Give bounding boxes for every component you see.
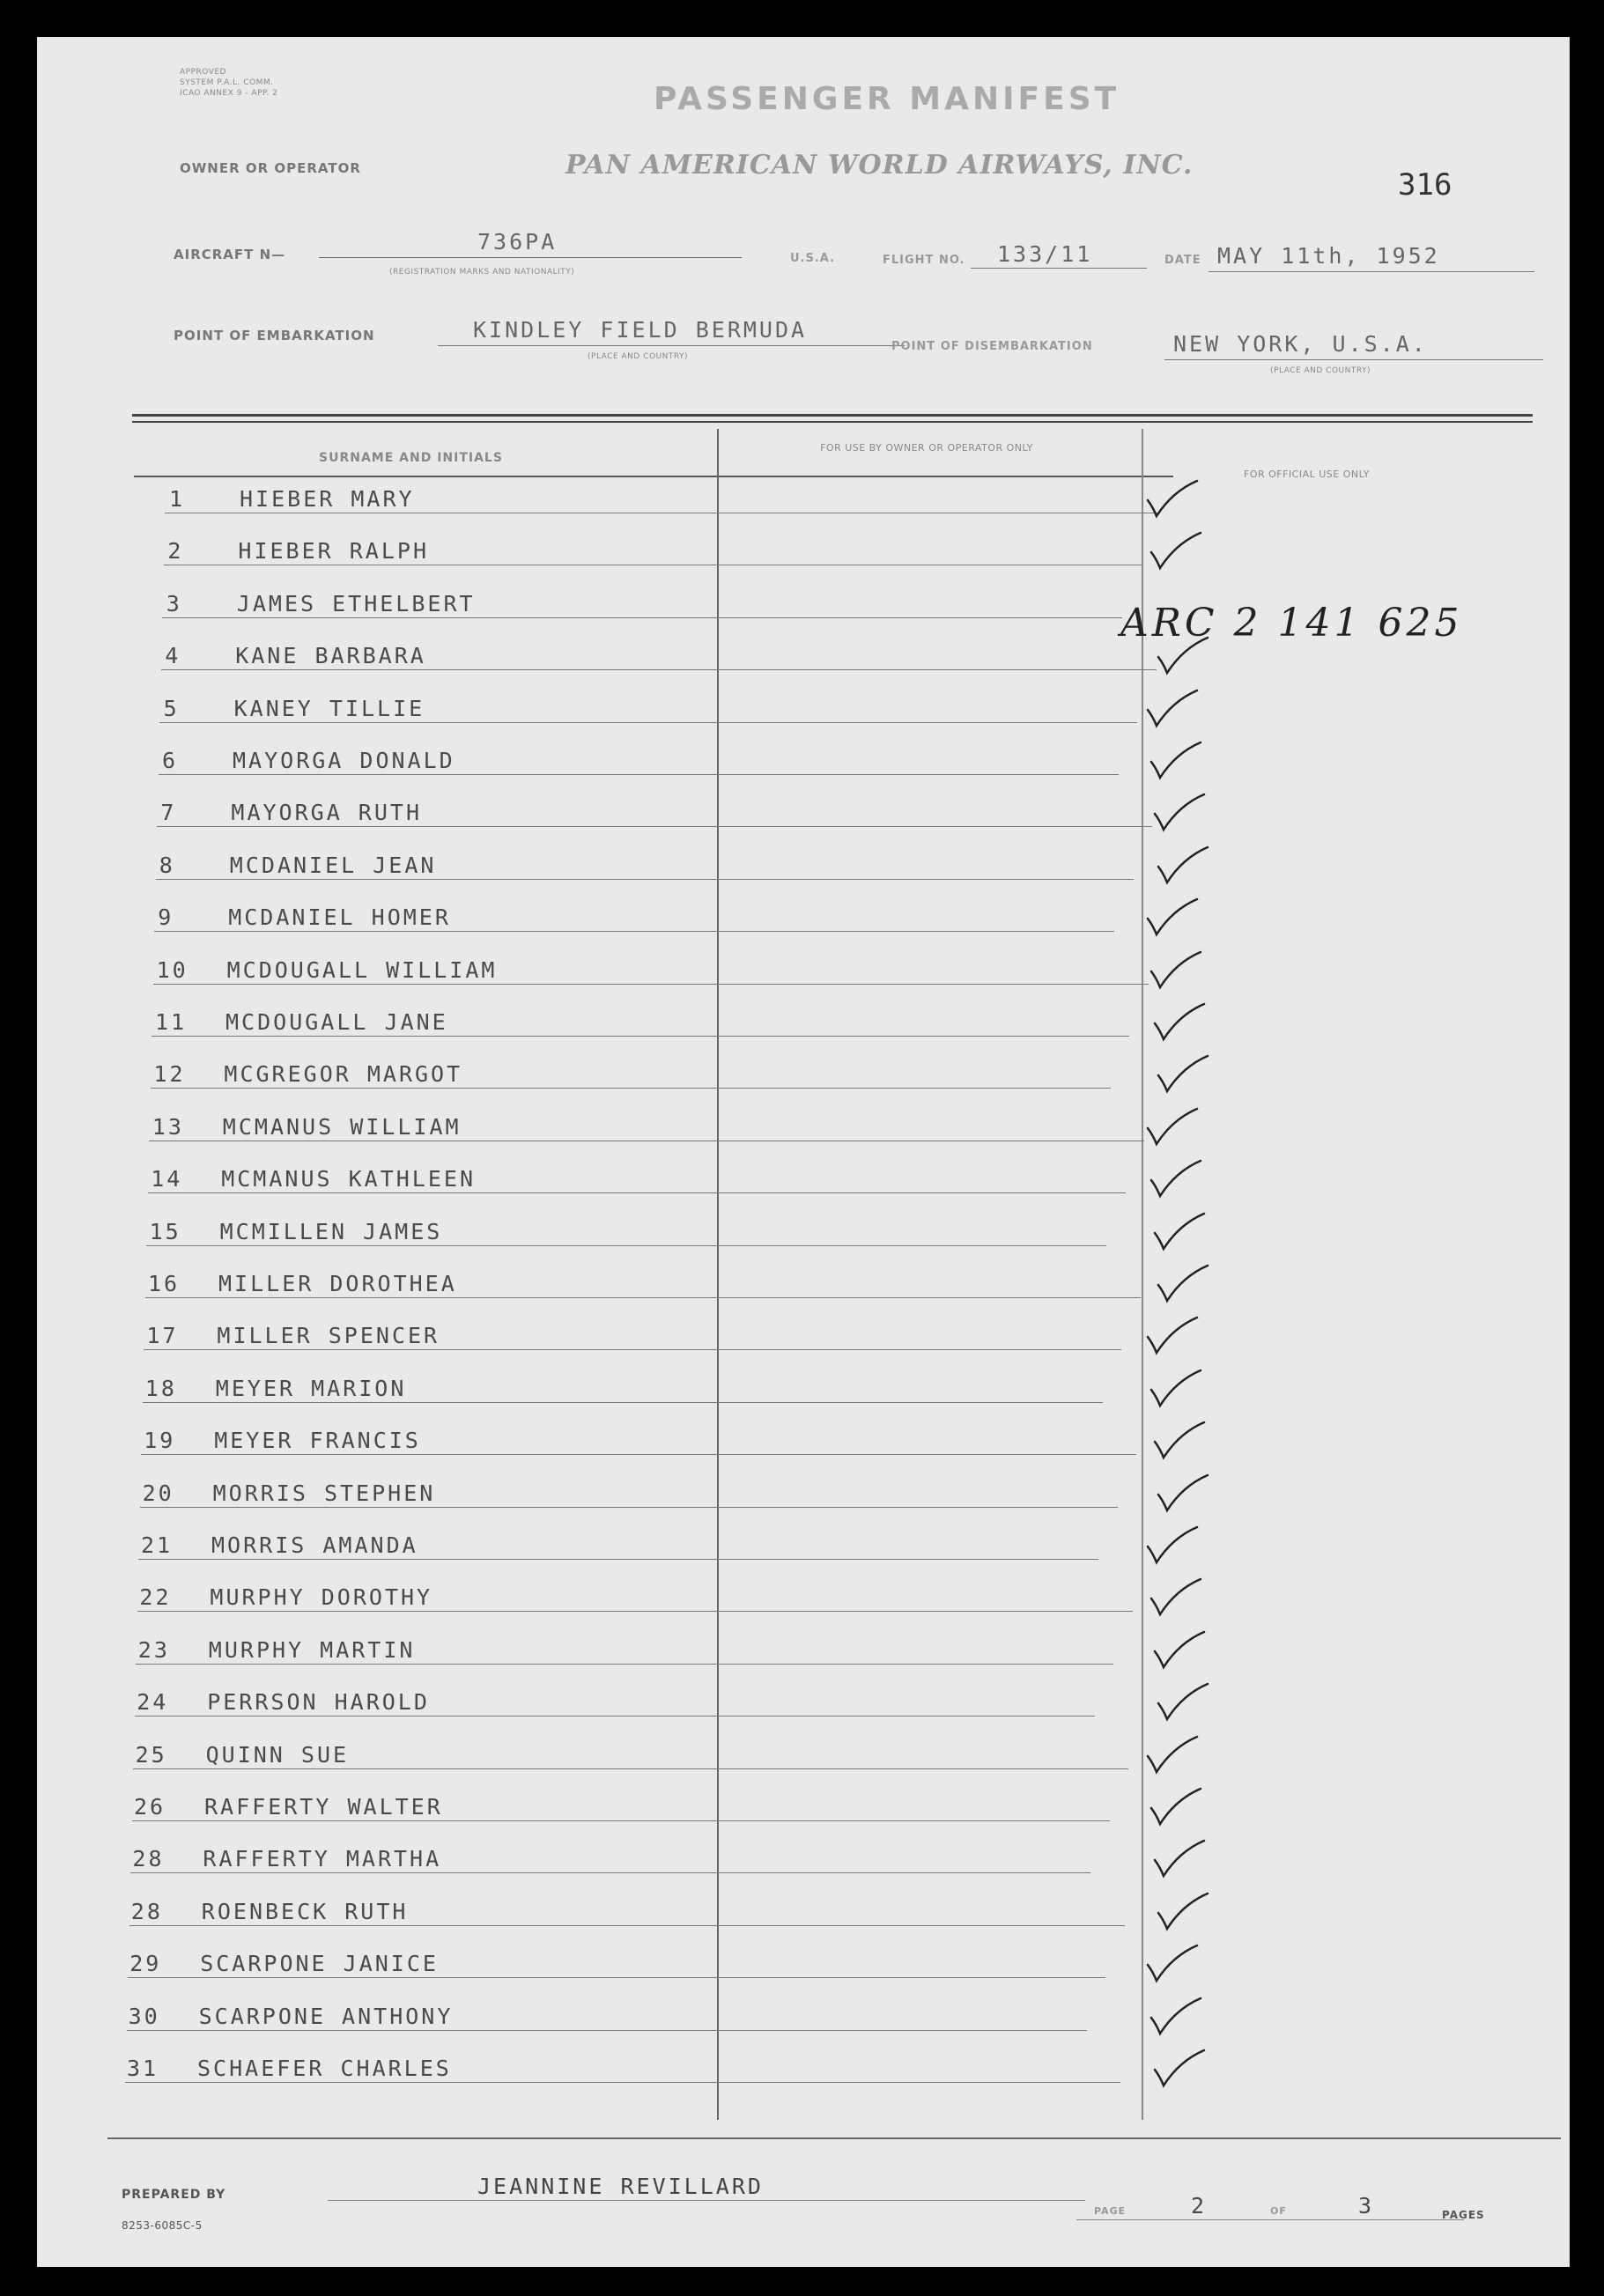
passenger-number: 24	[137, 1689, 169, 1715]
row-rule	[146, 1245, 1106, 1246]
row-rule	[141, 1454, 1136, 1455]
row-rule	[136, 1664, 1113, 1665]
passenger-row	[37, 1947, 1534, 1982]
form-code: 8253-6085C-5	[122, 2219, 203, 2232]
passenger-row	[37, 954, 1534, 989]
manifest-page	[37, 37, 1570, 2267]
row-rule	[129, 1925, 1125, 1926]
row-rule	[152, 1036, 1129, 1037]
passenger-number: 14	[151, 1166, 183, 1192]
row-rule	[128, 1977, 1105, 1978]
of-label: OF	[1270, 2205, 1287, 2217]
checkmark-icon	[1146, 949, 1208, 993]
owner-value: PAN AMERICAN WORLD AIRWAYS, INC.	[565, 150, 1194, 181]
pages-label: PAGES	[1442, 2209, 1485, 2221]
passenger-number: 6	[162, 748, 179, 773]
passenger-row	[37, 1739, 1534, 1774]
place-caption: (PLACE AND COUNTRY)	[588, 352, 689, 361]
passenger-name: MCDOUGALL JANE	[225, 1009, 448, 1035]
row-rule	[145, 1297, 1141, 1298]
passenger-name: MORRIS STEPHEN	[212, 1480, 436, 1506]
passenger-row	[37, 1215, 1534, 1251]
embark-value: KINDLEY FIELD BERMUDA	[473, 317, 808, 343]
place-caption-2: (PLACE AND COUNTRY)	[1270, 366, 1371, 375]
passenger-name: MCMANUS WILLIAM	[222, 1114, 462, 1140]
approval-line: SYSTEM P.A.L. COMM.	[180, 78, 274, 87]
row-rule	[138, 1559, 1098, 1560]
passenger-row	[37, 1319, 1534, 1355]
checkmark-icon	[1146, 739, 1208, 783]
passenger-row	[37, 849, 1534, 884]
column-header-official: FOR OFFICIAL USE ONLY	[1244, 469, 1371, 480]
passenger-row	[37, 1058, 1534, 1093]
passenger-row	[37, 1111, 1534, 1146]
passenger-name: MCGREGOR MARGOT	[224, 1061, 463, 1087]
approval-stamp	[180, 67, 277, 99]
passenger-name: KANEY TILLIE	[233, 696, 425, 721]
passenger-name: MURPHY MARTIN	[208, 1637, 416, 1663]
passenger-row	[37, 1424, 1534, 1459]
passenger-name: RAFFERTY MARTHA	[203, 1846, 442, 1871]
passenger-name: MCDANIEL JEAN	[229, 853, 437, 878]
passenger-row	[37, 1581, 1534, 1616]
passenger-number: 29	[129, 1951, 162, 1976]
prepared-value: JEANNINE REVILLARD	[477, 2174, 764, 2199]
checkmark-icon	[1142, 896, 1204, 940]
of-value: 3	[1358, 2193, 1375, 2218]
passenger-number: 5	[163, 696, 180, 721]
passenger-number: 26	[134, 1794, 166, 1820]
passenger-name: ROENBECK RUTH	[201, 1899, 409, 1924]
passenger-row	[37, 2052, 1534, 2087]
passenger-number: 25	[135, 1742, 167, 1768]
checkmark-icon	[1149, 791, 1211, 835]
passenger-number: 16	[148, 1271, 181, 1296]
disembark-value: NEW YORK, U.S.A.	[1173, 331, 1428, 357]
passenger-number: 23	[137, 1637, 170, 1663]
checkmark-icon	[1142, 687, 1204, 731]
checkmark-icon	[1149, 1000, 1211, 1045]
passenger-row	[37, 1267, 1534, 1303]
checkmark-icon	[1153, 1262, 1215, 1306]
passenger-number: 9	[158, 904, 174, 930]
passenger-row	[37, 483, 1534, 518]
checkmark-icon	[1153, 844, 1215, 888]
passenger-row	[37, 901, 1534, 936]
aircraft-value: 736PA	[477, 229, 558, 255]
prepared-label: PREPARED BY	[122, 2188, 226, 2202]
row-rule	[133, 1768, 1128, 1769]
aircraft-label: AIRCRAFT N—	[174, 247, 286, 262]
checkmark-icon	[1146, 1367, 1208, 1411]
row-rule	[137, 1611, 1133, 1612]
approval-line: APPROVED	[180, 68, 226, 77]
column-header-surname: SURNAME AND INITIALS	[319, 451, 503, 465]
passenger-name: JAMES ETHELBERT	[236, 591, 476, 616]
page-number: 316	[1398, 167, 1452, 203]
checkmark-icon	[1142, 1942, 1204, 1986]
passenger-name: HIEBER RALPH	[238, 538, 430, 564]
row-rule	[143, 1402, 1103, 1403]
passenger-name: MURPHY DOROTHY	[210, 1584, 433, 1610]
passenger-name: MEYER MARION	[215, 1376, 407, 1401]
passenger-number: 13	[152, 1114, 184, 1140]
checkmark-icon	[1153, 1680, 1215, 1724]
passenger-number: 18	[144, 1376, 177, 1401]
checkmark-icon	[1142, 1314, 1204, 1358]
date-value: MAY 11th, 1952	[1217, 243, 1440, 269]
passenger-number: 30	[128, 2004, 160, 2029]
handwritten-annotation: ARC 2 141 625	[1120, 601, 1463, 646]
passenger-name: PERRSON HAROLD	[207, 1689, 430, 1715]
checkmark-icon	[1149, 2047, 1211, 2091]
passenger-row	[37, 1790, 1534, 1826]
passenger-number: 11	[155, 1009, 188, 1035]
row-rule	[159, 774, 1119, 775]
passenger-row	[37, 1477, 1534, 1512]
checkmark-icon	[1146, 1995, 1208, 2039]
checkmark-icon	[1142, 1733, 1204, 1777]
passenger-name: MCMANUS KATHLEEN	[221, 1166, 477, 1192]
column-header-owner: FOR USE BY OWNER OR OPERATOR ONLY	[820, 442, 1033, 454]
checkmark-icon	[1153, 1052, 1215, 1096]
row-rule	[148, 1192, 1126, 1193]
passenger-number: 7	[160, 800, 177, 825]
flight-value: 133/11	[997, 241, 1093, 267]
passenger-row	[37, 1529, 1534, 1564]
passenger-number: 4	[165, 643, 181, 668]
passenger-name: SCARPONE JANICE	[200, 1951, 439, 1976]
page-label: PAGE	[1094, 2205, 1127, 2217]
passenger-number: 3	[166, 591, 182, 616]
passenger-name: SCHAEFER CHARLES	[197, 2056, 452, 2081]
checkmark-icon	[1149, 1837, 1211, 1881]
passenger-number: 20	[142, 1480, 174, 1506]
embark-label: POINT OF EMBARKATION	[174, 328, 375, 343]
passenger-row	[37, 2000, 1534, 2035]
passenger-row	[37, 1006, 1534, 1041]
owner-label: OWNER OR OPERATOR	[180, 160, 361, 176]
passenger-name: MILLER DOROTHEA	[218, 1271, 457, 1296]
passenger-number: 17	[146, 1323, 179, 1348]
passenger-name: MILLER SPENCER	[217, 1323, 440, 1348]
passenger-name: MCDOUGALL WILLIAM	[226, 957, 498, 983]
flight-label: FLIGHT NO.	[883, 254, 965, 267]
row-rule	[130, 1872, 1090, 1873]
row-rule	[140, 1507, 1118, 1508]
passenger-row	[37, 796, 1534, 831]
passenger-name: MCMILLEN JAMES	[219, 1219, 443, 1244]
passenger-row	[37, 1895, 1534, 1931]
row-rule	[127, 2030, 1087, 2031]
form-title: PASSENGER MANIFEST	[654, 81, 1120, 117]
passenger-row	[37, 744, 1534, 779]
passenger-name: HIEBER MARY	[240, 486, 415, 512]
passenger-number: 2	[167, 538, 184, 564]
passenger-row	[37, 1634, 1534, 1669]
checkmark-icon	[1149, 1419, 1211, 1463]
checkmark-icon	[1146, 529, 1208, 573]
passenger-number: 19	[144, 1428, 176, 1453]
row-rule	[159, 722, 1137, 723]
disembark-label: POINT OF DISEMBARKATION	[891, 340, 1093, 353]
passenger-number: 21	[141, 1532, 174, 1558]
passenger-row	[37, 1842, 1534, 1878]
registration-caption: (REGISTRATION MARKS AND NATIONALITY)	[389, 268, 575, 277]
passenger-number: 28	[132, 1846, 165, 1871]
passenger-name: MAYORGA RUTH	[231, 800, 423, 825]
checkmark-icon	[1142, 1524, 1204, 1568]
row-rule	[161, 669, 1157, 670]
passenger-name: QUINN SUE	[205, 1742, 350, 1768]
checkmark-icon	[1142, 477, 1204, 521]
date-label: DATE	[1164, 254, 1201, 267]
passenger-number: 28	[130, 1899, 163, 1924]
checkmark-icon	[1153, 1472, 1215, 1516]
approval-line: ICAO ANNEX 9 - APP. 2	[180, 89, 278, 98]
passenger-name: MEYER FRANCIS	[214, 1428, 421, 1453]
passenger-name: MCDANIEL HOMER	[228, 904, 451, 930]
passenger-number: 10	[156, 957, 188, 983]
row-rule	[154, 931, 1114, 932]
row-rule	[157, 826, 1152, 827]
passenger-name: MAYORGA DONALD	[233, 748, 455, 773]
row-rule	[153, 984, 1149, 985]
passenger-row	[37, 535, 1534, 570]
passenger-row	[37, 1372, 1534, 1407]
passenger-number: 22	[139, 1584, 172, 1610]
checkmark-icon	[1146, 1785, 1208, 1829]
checkmark-icon	[1149, 1628, 1211, 1672]
row-rule	[162, 617, 1122, 618]
checkmark-icon	[1153, 1890, 1215, 1934]
passenger-number: 15	[149, 1219, 181, 1244]
usa-label: U.S.A.	[790, 252, 836, 265]
checkmark-icon	[1142, 1105, 1204, 1149]
page-value: 2	[1191, 2193, 1208, 2218]
passenger-name: RAFFERTY WALTER	[204, 1794, 443, 1820]
checkmark-icon	[1149, 1210, 1211, 1254]
passenger-name: SCARPONE ANTHONY	[198, 2004, 454, 2029]
row-rule	[151, 1088, 1111, 1089]
passenger-row	[37, 1686, 1534, 1721]
row-rule	[144, 1349, 1121, 1350]
passenger-number: 1	[169, 486, 186, 512]
row-rule	[125, 2082, 1120, 2083]
checkmark-icon	[1146, 1157, 1208, 1201]
passenger-row	[37, 692, 1534, 727]
passenger-row	[37, 1163, 1534, 1198]
passenger-name: KANE BARBARA	[235, 643, 426, 668]
passenger-number: 31	[127, 2056, 159, 2081]
passenger-number: 8	[159, 853, 175, 878]
row-rule	[132, 1820, 1110, 1821]
row-rule	[156, 879, 1134, 880]
passenger-name: MORRIS AMANDA	[211, 1532, 418, 1558]
checkmark-icon	[1146, 1576, 1208, 1620]
passenger-number: 12	[153, 1061, 186, 1087]
